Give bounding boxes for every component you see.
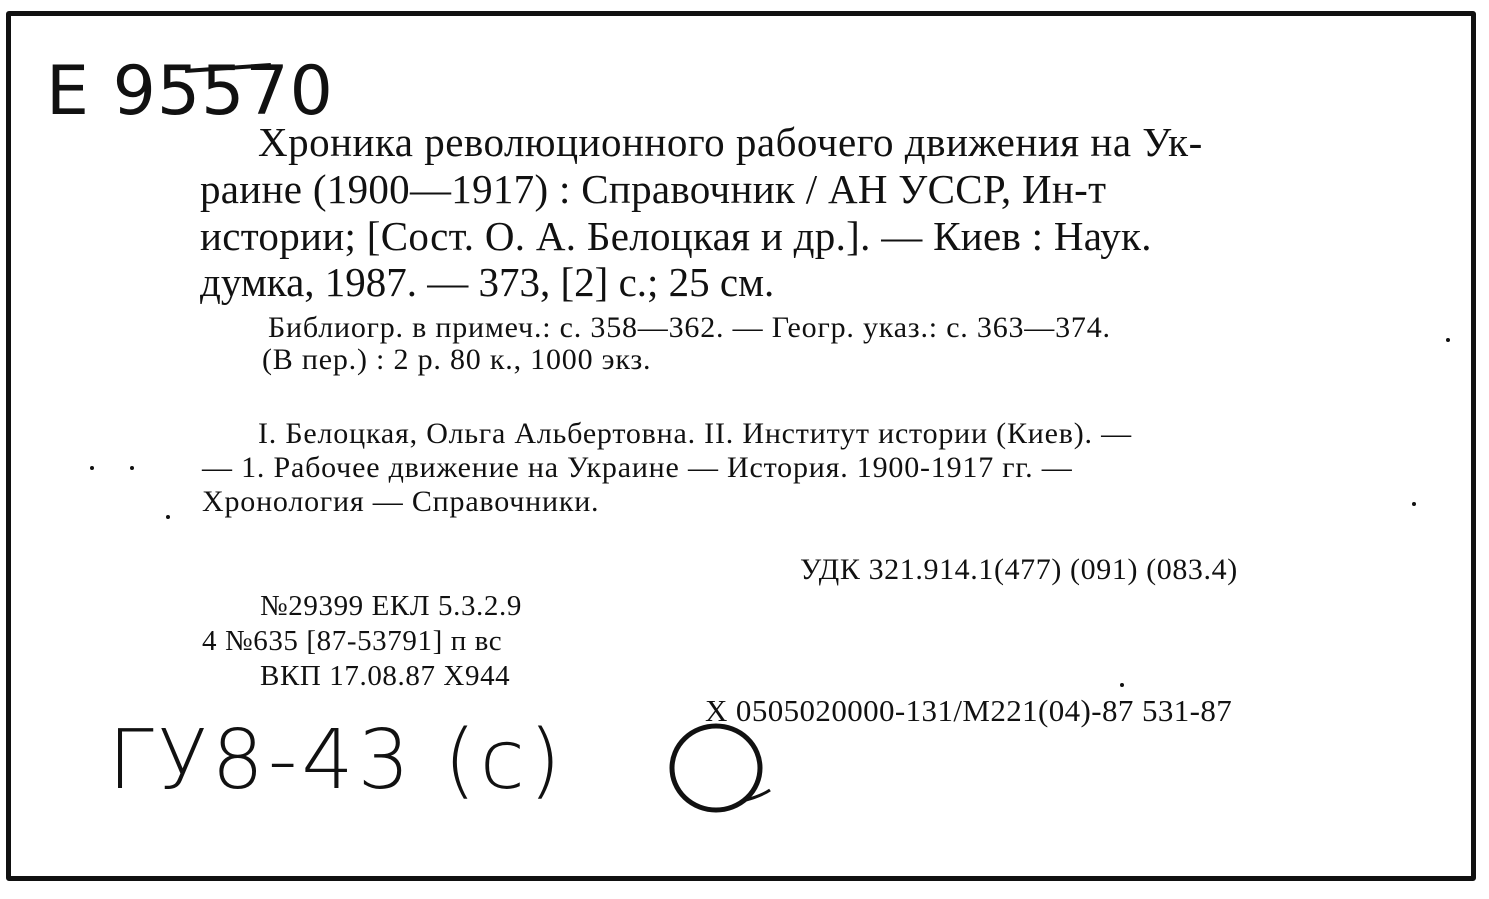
notes-line-2: (В пер.) : 2 р. 80 к., 1000 экз. — [262, 343, 652, 376]
udc-code: УДК 321.914.1(477) (091) (083.4) — [800, 553, 1238, 586]
speck — [1446, 338, 1450, 342]
circle-stamp — [666, 708, 776, 818]
subjects-line-3: Хронология — Справочники. — [202, 485, 600, 518]
registry-line-2: 4 №635 [87-53791] п вс — [202, 625, 503, 657]
registry-line-1: №29399 ЕКЛ 5.3.2.9 — [260, 590, 522, 622]
speck — [166, 515, 170, 519]
inventory-number: Е 95570 — [46, 52, 334, 131]
description-line-1: Хроника революционного рабочего движения на Ук- — [258, 119, 1203, 165]
description-line-2: раине (1900—1917) : Справочник / АН УССР, Ин-т — [200, 166, 1107, 212]
notes-line-1: Библиогр. в примеч.: с. 358—362. — Геогр. указ.: с. 363—374. — [268, 311, 1111, 344]
subjects-line-1: I. Белоцкая, Ольга Альбертовна. II. Институт истории (Киев). — — [258, 417, 1132, 450]
speck — [130, 466, 134, 470]
description-line-3: истории; [Сост. О. А. Белоцкая и др.]. — Киев : Наук. — [200, 213, 1152, 259]
shelf-mark: ГУ8-43 (с) — [108, 713, 565, 808]
description-line-4: думка, 1987. — 373, [2] с.; 25 см. — [200, 259, 775, 305]
speck — [1120, 683, 1124, 687]
speck — [90, 466, 94, 470]
registry-line-3: ВКП 17.08.87 Х944 — [260, 660, 511, 692]
classification-code: Х 0505020000-131/М221(04)-87 531-87 — [705, 693, 1233, 728]
speck — [1412, 502, 1416, 506]
subjects-line-2: — 1. Рабочее движение на Украине — История. 1900-1917 гг. — — [202, 451, 1073, 484]
